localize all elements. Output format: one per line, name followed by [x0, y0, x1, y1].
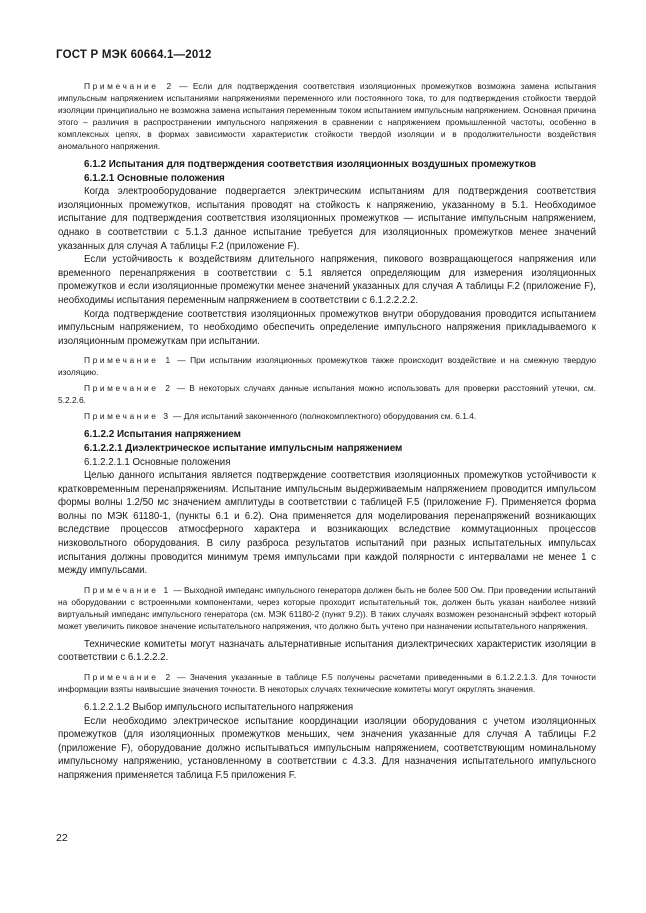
note-block [58, 671, 596, 695]
subsection-heading: 6.1.2.2.1.2 Выбор импульсного испытательного напряжения [84, 702, 354, 714]
note-block [58, 410, 596, 422]
paragraph: Когда подтверждение соответствия изоляционных промежутков внутри оборудования проводится испытанием импульсным напряжением, то необходимо обеспечить определение импульсного напряжения прикладываемого к изоляционным промежуткам при испытании. [58, 308, 596, 347]
note-label: Примечание 2 [84, 81, 174, 91]
note-block [58, 382, 596, 406]
subsection-heading: 6.1.2.2.1.1 Основные положения [84, 456, 231, 468]
page-number: 22 [56, 832, 68, 844]
note-text: — В некоторых случаях данные испытания можно использовать для проверки расстояний утечки, см. 5.2.2.6. [58, 383, 596, 406]
paragraph: Когда электрооборудование подвергается электрическим испытаниям для подтверждения соответствия изоляционных промежутков, испытания проводят на стойкость к напряжению, указанному в 5.1. Необходимое испытание для подтверждения соответствия изоляционных промежутков — испытание импульсным напряжением, однако в соответствии с 5.1.3 данное испытание требуется для изоляционных промежутков менее значений указанных для случая А таблицы F.2 (приложение F). [58, 186, 596, 252]
paragraph: Целью данного испытания является подтверждение соответствия изоляционных промежутков устойчивости к кратковременным перенапряжениям. Испытание импульсным выдерживаемым напряжением проводится импульсом формы волны 1.2/50 мс значением амплитуды в соответствии с таблицей F.5 (приложение F). Применяется форма волны по МЭК 61180-1, (пункты 6.1 и 6.2). Она применяется для моделирования перенапряжений возникающих вследствие процессов атмосферного характера и возникающих вследствие коммутационных процессов низковольтного оборудования. В силу разброса результатов испытаний при разных испытательных импульсах испытания должны проводится минимум тремя импульсами при каждой полярности с интервалами не менее 1 с между импульсами. [58, 470, 596, 577]
paragraph: Если устойчивость к воздействиям длительного напряжения, пикового возвращающегося напряжения или временного перенапряжения в соответствии с 5.1 является определяющим для измерения изоляционных промежутков и если изоляционные промежутки менее значений указанных для случая А таблицы F.2 (приложение F), необходимы испытания переменным напряжением в соответствии с 6.1.2.2.2.2. [58, 254, 596, 306]
note-text: — Для испытаний законченного (полнокомплектного) оборудования см. 6.1.4. [170, 411, 477, 422]
document-header: ГОСТ Р МЭК 60664.1—2012 [56, 49, 212, 61]
note-label: Примечание 1 [84, 584, 171, 595]
note-text: — Если для подтверждения соответствия изоляционных промежутков возможна замена испытания импульсным напряжением испытаниями напряжениями переменного или постоянного тока, то для подтверждения стойкости твердой изоляции принципиально не возможна замена испытания переменным током испытанием импульсным напряжением. Основная причина этого – различия в распространении импульсного напряжения в сравнении с напряжением промышленной частоты, особенно в комплексных цепях, в формах зависимости характеристик стойкости твердой изоляции и в продолжительности воздействия аномального напряжения. [58, 81, 596, 151]
note-block [58, 354, 596, 378]
note-label: Примечание 1 [84, 355, 173, 366]
note-text: — При испытании изоляционных промежутков также происходит воздействие и на смежную твердую изоляцию. [58, 355, 596, 378]
note-text: — Выходной импеданс импульсного генератора должен быть не более 500 Ом. При проведении испытаний на оборудовании с встроенными компонентами, через которые проходит испытательный ток, должен быть указан наиболее низкий виртуальный импеданс импульсного генератора (см. МЭК 61180-2 (пункт 9.2)). В таких случаях возможен резонансный эффект который может увеличить пиковое значение испытательного напряжения, что должно быть учтено при назначении испытательного напряжения. [58, 584, 596, 631]
note-label: Примечание 2 [84, 383, 173, 394]
document-body [58, 80, 596, 783]
section-heading: 6.1.2 Испытания для подтверждения соответствия изоляционных воздушных промежутков [84, 159, 537, 170]
section-heading: 6.1.2.2 Испытания напряжением [84, 429, 241, 441]
paragraph: Если необходимо электрическое испытание координации изоляции оборудования с учетом изоляционных промежутков (для изоляционных промежутков меньших, чем значения указанные для случая А таблицы F.2 (приложение F), оборудование должно испытываться импульсным напряжением, соответствующим номинальному импульсному напряжению, установленному в соответствии с 4.3.3. Для назначения испытательного импульсного напряжения применяется таблица F.5 приложения F. [58, 715, 596, 781]
note-label: Примечание 2 [84, 672, 173, 683]
note-text: — Значения указанные в таблице F.5 получены расчетами приведенными в 6.1.2.2.1.3. Для точности информации взяты наивысшие значения точности. В некоторых случаях технические комитеты могут округлять значения. [58, 672, 596, 695]
note-block [58, 584, 596, 632]
section-heading: 6.1.2.2.1 Диэлектрическое испытание импульсным напряжением [84, 442, 403, 454]
note-label: Примечание 3 [84, 411, 171, 422]
paragraph: Технические комитеты могут назначать альтернативные испытания диэлектрических характеристик изоляции в соответствии с 6.1.2.2.2. [58, 638, 596, 664]
note-block [58, 80, 596, 152]
section-heading: 6.1.2.1 Основные положения [84, 172, 225, 184]
